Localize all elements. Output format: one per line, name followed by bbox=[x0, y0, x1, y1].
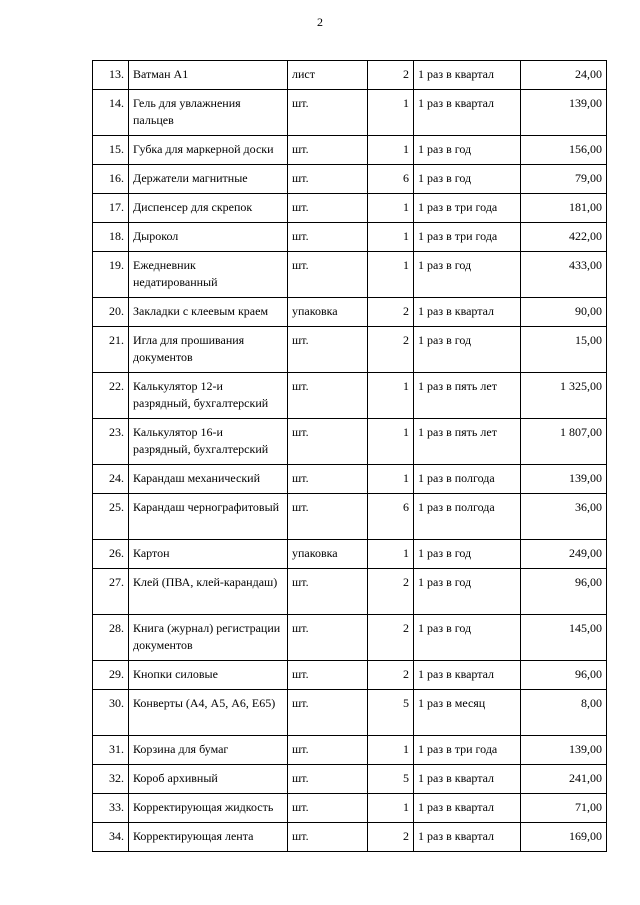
table-row bbox=[93, 823, 607, 852]
table-row bbox=[93, 165, 607, 194]
table-row bbox=[93, 569, 607, 615]
supplies-table bbox=[92, 60, 607, 852]
price-cell: 36,00 bbox=[521, 494, 607, 540]
table-row bbox=[93, 765, 607, 794]
row-number-cell: 13. bbox=[93, 61, 129, 90]
item-name-cell: Закладки с клеевым краем bbox=[129, 298, 288, 327]
unit-cell: шт. bbox=[288, 194, 368, 223]
row-number-cell: 22. bbox=[93, 373, 129, 419]
price-cell: 15,00 bbox=[521, 327, 607, 373]
quantity-cell: 1 bbox=[368, 794, 414, 823]
table-row bbox=[93, 736, 607, 765]
table-row bbox=[93, 615, 607, 661]
unit-cell: шт. bbox=[288, 823, 368, 852]
item-name-cell: Гель для увлажнения пальцев bbox=[129, 90, 288, 136]
frequency-cell: 1 раз в год bbox=[414, 136, 521, 165]
frequency-cell: 1 раз в пять лет bbox=[414, 419, 521, 465]
row-number-cell: 20. bbox=[93, 298, 129, 327]
table-row bbox=[93, 494, 607, 540]
row-number-cell: 16. bbox=[93, 165, 129, 194]
frequency-cell: 1 раз в квартал bbox=[414, 298, 521, 327]
frequency-cell: 1 раз в год bbox=[414, 540, 521, 569]
item-name-cell: Калькулятор 12-и разрядный, бухгалтерский bbox=[129, 373, 288, 419]
frequency-cell: 1 раз в три года bbox=[414, 223, 521, 252]
table-row bbox=[93, 252, 607, 298]
row-number-cell: 25. bbox=[93, 494, 129, 540]
row-number-cell: 31. bbox=[93, 736, 129, 765]
frequency-cell: 1 раз в год bbox=[414, 569, 521, 615]
item-name-cell: Корректирующая лента bbox=[129, 823, 288, 852]
frequency-cell: 1 раз в месяц bbox=[414, 690, 521, 736]
unit-cell: шт. bbox=[288, 90, 368, 136]
unit-cell: шт. bbox=[288, 136, 368, 165]
item-name-cell: Корзина для бумаг bbox=[129, 736, 288, 765]
quantity-cell: 1 bbox=[368, 465, 414, 494]
table-row bbox=[93, 194, 607, 223]
row-number-cell: 28. bbox=[93, 615, 129, 661]
row-number-cell: 29. bbox=[93, 661, 129, 690]
table-row bbox=[93, 690, 607, 736]
unit-cell: шт. bbox=[288, 661, 368, 690]
table-row bbox=[93, 540, 607, 569]
frequency-cell: 1 раз в квартал bbox=[414, 794, 521, 823]
item-name-cell: Кнопки силовые bbox=[129, 661, 288, 690]
table-row bbox=[93, 61, 607, 90]
quantity-cell: 5 bbox=[368, 765, 414, 794]
frequency-cell: 1 раз в квартал bbox=[414, 765, 521, 794]
table-row bbox=[93, 223, 607, 252]
quantity-cell: 1 bbox=[368, 90, 414, 136]
price-cell: 8,00 bbox=[521, 690, 607, 736]
price-cell: 433,00 bbox=[521, 252, 607, 298]
frequency-cell: 1 раз в квартал bbox=[414, 90, 521, 136]
quantity-cell: 2 bbox=[368, 615, 414, 661]
frequency-cell: 1 раз в год bbox=[414, 252, 521, 298]
frequency-cell: 1 раз в квартал bbox=[414, 661, 521, 690]
quantity-cell: 6 bbox=[368, 494, 414, 540]
price-cell: 422,00 bbox=[521, 223, 607, 252]
frequency-cell: 1 раз в полгода bbox=[414, 494, 521, 540]
item-name-cell: Калькулятор 16-и разрядный, бухгалтерский bbox=[129, 419, 288, 465]
quantity-cell: 5 bbox=[368, 690, 414, 736]
row-number-cell: 19. bbox=[93, 252, 129, 298]
item-name-cell: Картон bbox=[129, 540, 288, 569]
table-row bbox=[93, 661, 607, 690]
table-row bbox=[93, 136, 607, 165]
price-cell: 90,00 bbox=[521, 298, 607, 327]
item-name-cell: Корректирующая жидкость bbox=[129, 794, 288, 823]
row-number-cell: 33. bbox=[93, 794, 129, 823]
row-number-cell: 23. bbox=[93, 419, 129, 465]
unit-cell: шт. bbox=[288, 736, 368, 765]
row-number-cell: 18. bbox=[93, 223, 129, 252]
quantity-cell: 6 bbox=[368, 165, 414, 194]
item-name-cell: Губка для маркерной доски bbox=[129, 136, 288, 165]
price-cell: 71,00 bbox=[521, 794, 607, 823]
price-cell: 24,00 bbox=[521, 61, 607, 90]
item-name-cell: Книга (журнал) регистрации документов bbox=[129, 615, 288, 661]
unit-cell: шт. bbox=[288, 223, 368, 252]
quantity-cell: 1 bbox=[368, 136, 414, 165]
unit-cell: шт. bbox=[288, 465, 368, 494]
frequency-cell: 1 раз в квартал bbox=[414, 61, 521, 90]
price-cell: 1 325,00 bbox=[521, 373, 607, 419]
price-cell: 241,00 bbox=[521, 765, 607, 794]
frequency-cell: 1 раз в пять лет bbox=[414, 373, 521, 419]
unit-cell: шт. bbox=[288, 690, 368, 736]
unit-cell: лист bbox=[288, 61, 368, 90]
supplies-table-body bbox=[93, 61, 607, 852]
row-number-cell: 14. bbox=[93, 90, 129, 136]
unit-cell: шт. bbox=[288, 569, 368, 615]
row-number-cell: 32. bbox=[93, 765, 129, 794]
quantity-cell: 2 bbox=[368, 569, 414, 615]
frequency-cell: 1 раз в год bbox=[414, 327, 521, 373]
frequency-cell: 1 раз в полгода bbox=[414, 465, 521, 494]
row-number-cell: 17. bbox=[93, 194, 129, 223]
frequency-cell: 1 раз в три года bbox=[414, 736, 521, 765]
quantity-cell: 1 bbox=[368, 194, 414, 223]
frequency-cell: 1 раз в год bbox=[414, 615, 521, 661]
item-name-cell: Конверты (А4, А5, А6, Е65) bbox=[129, 690, 288, 736]
unit-cell: шт. bbox=[288, 615, 368, 661]
quantity-cell: 2 bbox=[368, 61, 414, 90]
table-row bbox=[93, 419, 607, 465]
page-number: 2 bbox=[317, 15, 323, 29]
quantity-cell: 2 bbox=[368, 298, 414, 327]
table-row bbox=[93, 327, 607, 373]
quantity-cell: 2 bbox=[368, 823, 414, 852]
table-row bbox=[93, 90, 607, 136]
price-cell: 96,00 bbox=[521, 661, 607, 690]
unit-cell: шт. bbox=[288, 494, 368, 540]
table-row bbox=[93, 298, 607, 327]
row-number-cell: 34. bbox=[93, 823, 129, 852]
item-name-cell: Игла для прошивания документов bbox=[129, 327, 288, 373]
price-cell: 249,00 bbox=[521, 540, 607, 569]
quantity-cell: 1 bbox=[368, 373, 414, 419]
table-row bbox=[93, 373, 607, 419]
item-name-cell: Клей (ПВА, клей-карандаш) bbox=[129, 569, 288, 615]
price-cell: 145,00 bbox=[521, 615, 607, 661]
unit-cell: шт. bbox=[288, 165, 368, 194]
unit-cell: шт. bbox=[288, 327, 368, 373]
item-name-cell: Дырокол bbox=[129, 223, 288, 252]
row-number-cell: 21. bbox=[93, 327, 129, 373]
unit-cell: шт. bbox=[288, 794, 368, 823]
frequency-cell: 1 раз в год bbox=[414, 165, 521, 194]
table-row bbox=[93, 465, 607, 494]
row-number-cell: 27. bbox=[93, 569, 129, 615]
item-name-cell: Карандаш механический bbox=[129, 465, 288, 494]
price-cell: 1 807,00 bbox=[521, 419, 607, 465]
row-number-cell: 24. bbox=[93, 465, 129, 494]
table-row bbox=[93, 794, 607, 823]
quantity-cell: 2 bbox=[368, 661, 414, 690]
quantity-cell: 2 bbox=[368, 327, 414, 373]
item-name-cell: Короб архивный bbox=[129, 765, 288, 794]
quantity-cell: 1 bbox=[368, 223, 414, 252]
price-cell: 169,00 bbox=[521, 823, 607, 852]
item-name-cell: Ежедневник недатированный bbox=[129, 252, 288, 298]
item-name-cell: Ватман А1 bbox=[129, 61, 288, 90]
price-cell: 139,00 bbox=[521, 90, 607, 136]
item-name-cell: Диспенсер для скрепок bbox=[129, 194, 288, 223]
unit-cell: шт. bbox=[288, 765, 368, 794]
price-cell: 181,00 bbox=[521, 194, 607, 223]
price-cell: 139,00 bbox=[521, 465, 607, 494]
price-cell: 96,00 bbox=[521, 569, 607, 615]
quantity-cell: 1 bbox=[368, 252, 414, 298]
item-name-cell: Карандаш чернографитовый bbox=[129, 494, 288, 540]
quantity-cell: 1 bbox=[368, 540, 414, 569]
unit-cell: упаковка bbox=[288, 540, 368, 569]
frequency-cell: 1 раз в три года bbox=[414, 194, 521, 223]
row-number-cell: 26. bbox=[93, 540, 129, 569]
item-name-cell: Держатели магнитные bbox=[129, 165, 288, 194]
row-number-cell: 30. bbox=[93, 690, 129, 736]
price-cell: 156,00 bbox=[521, 136, 607, 165]
quantity-cell: 1 bbox=[368, 736, 414, 765]
unit-cell: упаковка bbox=[288, 298, 368, 327]
unit-cell: шт. bbox=[288, 252, 368, 298]
frequency-cell: 1 раз в квартал bbox=[414, 823, 521, 852]
unit-cell: шт. bbox=[288, 373, 368, 419]
unit-cell: шт. bbox=[288, 419, 368, 465]
price-cell: 139,00 bbox=[521, 736, 607, 765]
price-cell: 79,00 bbox=[521, 165, 607, 194]
quantity-cell: 1 bbox=[368, 419, 414, 465]
row-number-cell: 15. bbox=[93, 136, 129, 165]
